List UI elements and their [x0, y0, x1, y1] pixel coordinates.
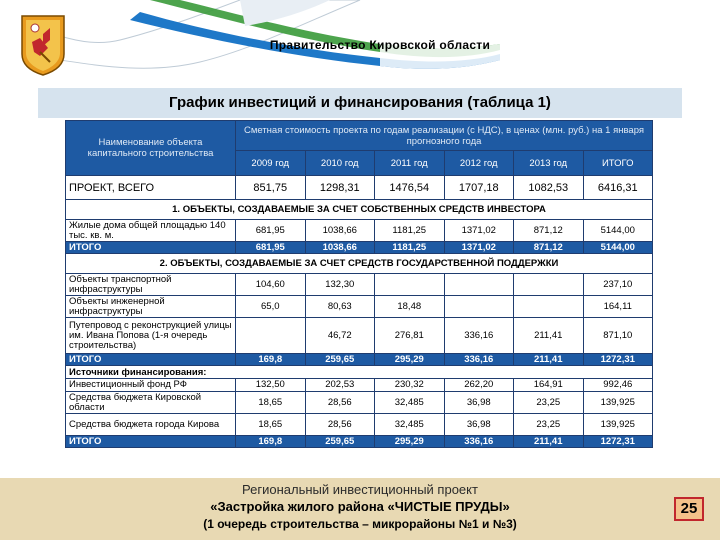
cell-value	[375, 274, 445, 296]
year-header: 2013 год	[514, 151, 584, 176]
year-header: 2011 год	[375, 151, 445, 176]
cell-value: 1476,54	[375, 176, 445, 200]
cell-value: 871,10	[583, 318, 653, 354]
cell-value: 1038,66	[305, 242, 375, 254]
page-number: 25	[674, 497, 704, 521]
cell-value: 1272,31	[583, 436, 653, 448]
footer-project-stage: (1 очередь строительства – микрорайоны №1 и №3)	[203, 517, 517, 531]
row-label: Объекты транспортной инфраструктуры	[66, 274, 236, 296]
cell-value: 295,29	[375, 436, 445, 448]
cell-value: 681,95	[236, 242, 306, 254]
cell-value: 871,12	[514, 242, 584, 254]
cell-value: 259,65	[305, 354, 375, 366]
cell-value: 46,72	[305, 318, 375, 354]
year-header: 2012 год	[444, 151, 514, 176]
cell-value: 1298,31	[305, 176, 375, 200]
cell-value: 851,75	[236, 176, 306, 200]
row-label: Путепровод с реконструкцией улицы им. Ивана Попова (1-я очередь строительства)	[66, 318, 236, 354]
header	[0, 0, 720, 80]
total-header: ИТОГО	[583, 151, 653, 176]
header-name-cell: Наименование объекта капитального строительства	[66, 121, 236, 176]
cell-value: 295,29	[375, 354, 445, 366]
footer	[0, 478, 720, 540]
cell-value: 36,98	[444, 414, 514, 436]
total-row	[66, 436, 653, 448]
cell-value: 139,925	[583, 414, 653, 436]
sources-heading: Источники финансирования:	[66, 366, 653, 379]
footer-project-type: Региональный инвестиционный проект	[242, 482, 478, 497]
cell-value: 1082,53	[514, 176, 584, 200]
total-row	[66, 354, 653, 366]
table-row	[66, 379, 653, 392]
cell-value: 28,56	[305, 392, 375, 414]
cell-value: 1181,25	[375, 220, 445, 242]
header-cost-cell: Сметная стоимость проекта по годам реализации (с НДС), в ценах (млн. руб.) на 1 января прогнозного года	[236, 121, 653, 151]
row-label: Средства бюджета города Кирова	[66, 414, 236, 436]
cell-value: 132,30	[305, 274, 375, 296]
cell-value: 36,98	[444, 392, 514, 414]
cell-value: 262,20	[444, 379, 514, 392]
project-total-row	[66, 176, 653, 200]
cell-value: 32,485	[375, 392, 445, 414]
sources-row	[66, 366, 653, 379]
cell-value: 1371,02	[444, 242, 514, 254]
cell-value: 1038,66	[305, 220, 375, 242]
cell-value: 104,60	[236, 274, 306, 296]
cell-value: 211,41	[514, 436, 584, 448]
cell-value: 164,11	[583, 296, 653, 318]
cell-value: 139,925	[583, 392, 653, 414]
row-label: Средства бюджета Кировской области	[66, 392, 236, 414]
cell-value: 1181,25	[375, 242, 445, 254]
cell-value: 23,25	[514, 414, 584, 436]
year-header: 2010 год	[305, 151, 375, 176]
cell-value: 18,65	[236, 392, 306, 414]
cell-value	[444, 274, 514, 296]
cell-value	[444, 296, 514, 318]
cell-value: 336,16	[444, 354, 514, 366]
cell-value: 65,0	[236, 296, 306, 318]
row-label: Инвестиционный фонд РФ	[66, 379, 236, 392]
cell-value: 336,16	[444, 436, 514, 448]
cell-value: 80,63	[305, 296, 375, 318]
cell-value: 6416,31	[583, 176, 653, 200]
cell-value: 5144,00	[583, 220, 653, 242]
table-row	[66, 274, 653, 296]
table-subtitle: График инвестиций и финансирования (таблица 1)	[38, 88, 682, 118]
cell-value: 259,65	[305, 436, 375, 448]
investment-table	[65, 120, 652, 448]
cell-value: 992,46	[583, 379, 653, 392]
cell-value: 211,41	[514, 318, 584, 354]
cell-value: 276,81	[375, 318, 445, 354]
row-label: Жилые дома общей площадью 140 тыс. кв. м.	[66, 220, 236, 242]
cell-value: 5144,00	[583, 242, 653, 254]
cell-value	[514, 296, 584, 318]
cell-value: 237,10	[583, 274, 653, 296]
row-label: ПРОЕКТ, ВСЕГО	[66, 176, 236, 200]
total-row	[66, 242, 653, 254]
row-label: ИТОГО	[66, 436, 236, 448]
cell-value: 18,48	[375, 296, 445, 318]
cell-value: 169,8	[236, 436, 306, 448]
cell-value: 32,485	[375, 414, 445, 436]
cell-value: 169,8	[236, 354, 306, 366]
table-row	[66, 318, 653, 354]
table-row	[66, 392, 653, 414]
cell-value	[514, 274, 584, 296]
cell-value: 18,65	[236, 414, 306, 436]
cell-value: 132,50	[236, 379, 306, 392]
cell-value: 1707,18	[444, 176, 514, 200]
table-row	[66, 414, 653, 436]
cell-value: 336,16	[444, 318, 514, 354]
section-1-row	[66, 200, 653, 220]
footer-project-name: «Застройка жилого района «ЧИСТЫЕ ПРУДЫ»	[210, 499, 510, 514]
section-1-heading: 1. ОБЪЕКТЫ, СОЗДАВАЕМЫЕ ЗА СЧЕТ СОБСТВЕННЫХ СРЕДСТВ ИНВЕСТОРА	[66, 200, 653, 220]
row-label: ИТОГО	[66, 354, 236, 366]
cell-value: 1371,02	[444, 220, 514, 242]
government-title: Правительство Кировской области	[269, 38, 491, 52]
cell-value: 28,56	[305, 414, 375, 436]
cell-value: 681,95	[236, 220, 306, 242]
cell-value: 1272,31	[583, 354, 653, 366]
cell-value: 871,12	[514, 220, 584, 242]
year-header: 2009 год	[236, 151, 306, 176]
cell-value: 202,53	[305, 379, 375, 392]
row-label: Объекты инженерной инфраструктуры	[66, 296, 236, 318]
section-2-heading: 2. ОБЪЕКТЫ, СОЗДАВАЕМЫЕ ЗА СЧЕТ СРЕДСТВ ГОСУДАРСТВЕННОЙ ПОДДЕРЖКИ	[66, 254, 653, 274]
cell-value	[236, 318, 306, 354]
cell-value: 23,25	[514, 392, 584, 414]
table-row	[66, 296, 653, 318]
section-2-row	[66, 254, 653, 274]
row-label: ИТОГО	[66, 242, 236, 254]
cell-value: 230,32	[375, 379, 445, 392]
cell-value: 211,41	[514, 354, 584, 366]
table-row	[66, 220, 653, 242]
kirov-coat-of-arms-icon	[20, 14, 66, 76]
cell-value: 164,91	[514, 379, 584, 392]
